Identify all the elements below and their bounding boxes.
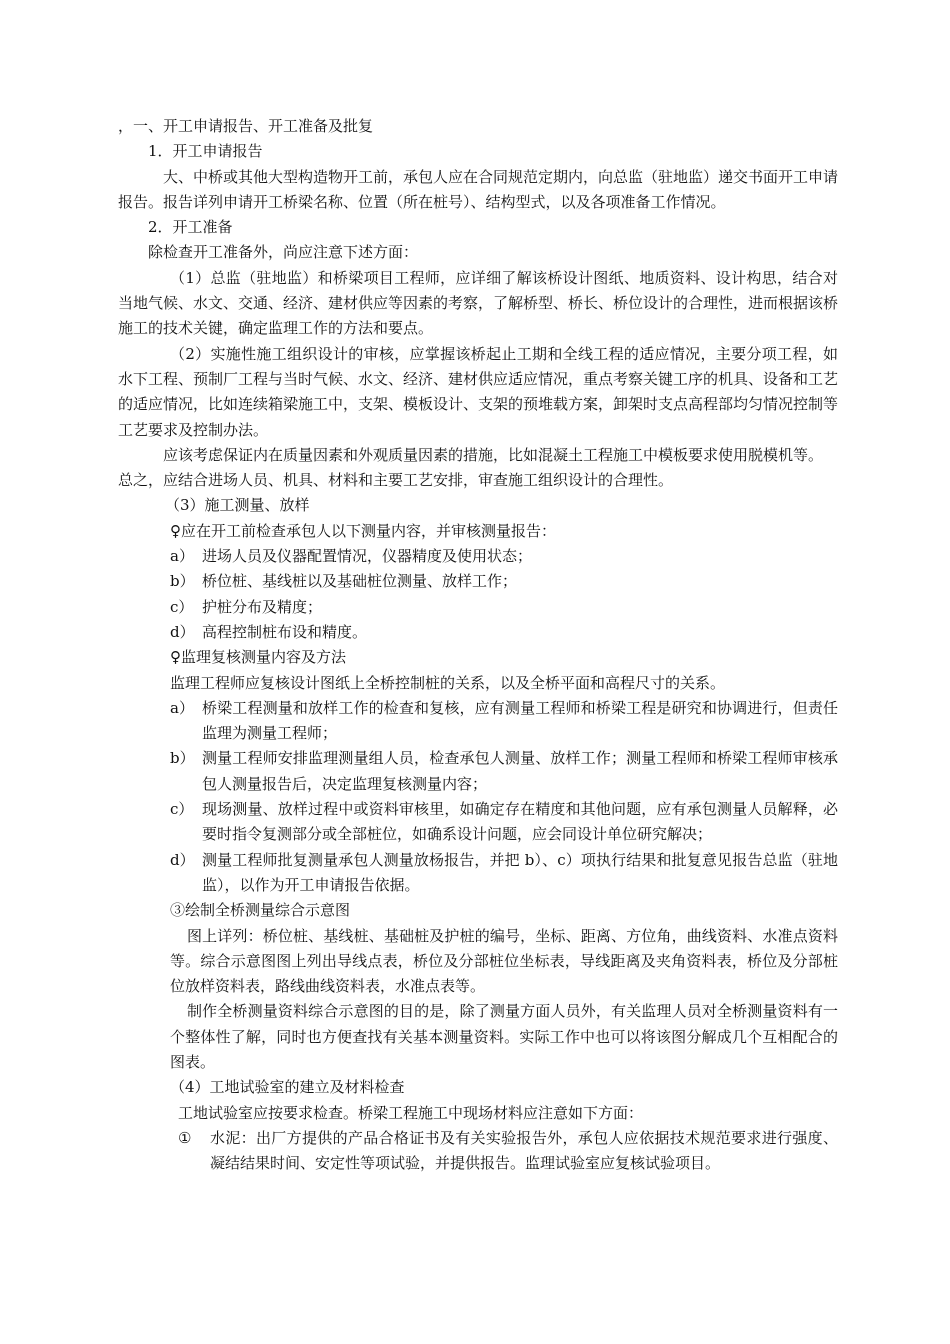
paragraph: ♀应在开工前检查承包人以下测量内容，并审核测量报告： (170, 521, 556, 540)
list-item (118, 797, 838, 848)
list-item (118, 1126, 838, 1177)
paragraph: 大、中桥或其他大型构造物开工前，承包人应在合同规范定期内，向总监（驻地监）递交书面开工申请报告。报告详列申请开工桥梁名称、位置（所在桩号）、结构型式，以及各项准备工作情况。 (118, 167, 839, 211)
list-label: a） (170, 698, 194, 717)
list-text: 现场测量、放样过程中或资料审核里，如确定存在精度和其他问题，应有承包测量人员解释，必要时指令复测部分或全部桩位，如确系设计问题，应会同设计单位研究解决； (202, 800, 838, 844)
list-label: a） (170, 547, 194, 566)
paragraph: （2）实施性施工组织设计的审核，应掌握该桥起止工期和全线工程的适应情况，主要分项工程，如水下工程、预制厂工程与当时气候、水文、经济、建材供应适应情况，重点考察关键工序的机具、设备和工艺的适应情况，比如连续箱梁施工中，支架、模板设计、支架的预堆载方案，卸架时支点高程部均匀情况控制等工艺要求及控制办法。 (118, 344, 839, 439)
list-text: 桥梁工程测量和放样工作的检查和复核，应有测量工程师和桥梁工程是研究和协调进行，但责任监理为测量工程师； (202, 698, 838, 743)
list-item (118, 569, 838, 594)
paragraph: ♀监理复核测量内容及方法 (170, 648, 346, 667)
subsection-title: （3）施工测量、放样 (165, 496, 310, 515)
list-item (118, 544, 838, 569)
list-text: 测量工程师批复测量承包人测量放杨报告，并把 b）、c）项执行结果和批复意见报告总监（驻地监），以作为开工申请报告依据。 (202, 850, 838, 894)
paragraph: 监理工程师应复核设计图纸上全桥控制桩的关系，以及全桥平面和高程尺寸的关系。 (170, 673, 726, 692)
list-label: ① (178, 1128, 192, 1147)
list-label: d） (170, 850, 195, 869)
list-item (118, 746, 838, 797)
list-label: b） (170, 749, 195, 768)
paragraph: ③绘制全桥测量综合示意图 (170, 901, 351, 920)
list-text: 进场人员及仪器配置情况，仪器精度及使用状态； (202, 547, 533, 566)
list-text: 桥位桩、基线桩以及基础桩位测量、放样工作； (202, 572, 518, 591)
list-text: 护桩分布及精度； (202, 597, 323, 616)
list-item (118, 696, 838, 747)
list-item (118, 848, 838, 899)
document-page (118, 114, 838, 1176)
list-label: d） (170, 622, 195, 641)
paragraph: 总之，应结合进场人员、机具、材料和主要工艺安排，审查施工组织设计的合理性。 (118, 471, 674, 490)
paragraph: 除检查开工准备外，尚应注意下述方面： (148, 243, 419, 262)
list-text: 水泥：出厂方提供的产品合格证书及有关实验报告外，承包人应依据技术规范要求进行强度、凝结结果时间、安定性等项试验，并提供报告。监理试验室应复核试验项目。 (210, 1128, 838, 1173)
list-label: c） (170, 597, 194, 616)
list-text: 测量工程师安排监理测量组人员，检查承包人测量、放样工作；测量工程师和桥梁工程师审核承包人测量报告后，决定监理复核测量内容； (202, 749, 838, 793)
list-label: c） (170, 800, 194, 819)
paragraph: 工地试验室应按要求检查。桥梁工程施工中现场材料应注意如下方面： (178, 1103, 644, 1122)
list-item (118, 620, 838, 645)
paragraph: 图上详列：桥位桩、基线桩、基础桩及护桩的编号，坐标、距离、方位角，曲线资料、水准点资料等。综合示意图图上列出导线点表，桥位及分部桩位坐标表，导线距离及夹角资料表，桥位及分部桩位放样资料表，路线曲线资料表，水准点表等。 (170, 926, 838, 996)
paragraph: （1）总监（驻地监）和桥梁项目工程师，应详细了解该桥设计图纸、地质资料、设计构思，结合对当地气候、水文、交通、经济、建材供应等因素的考察，了解桥型、桥长、桥位设计的合理性，进而根据该桥施工的技术关键，确定监理工作的方法和要点。 (118, 268, 839, 338)
paragraph: 制作全桥测量资料综合示意图的目的是，除了测量方面人员外，有关监理人员对全桥测量资料有一个整体性了解，同时也方便查找有关基本测量资料。实际工作中也可以将该图分解成几个互相配合的图表。 (170, 1002, 838, 1071)
subsection-title: （4）工地试验室的建立及材料检查 (170, 1078, 405, 1097)
section-heading: ，一、开工申请报告、开工准备及批复 (118, 117, 374, 135)
list-item (118, 595, 838, 620)
subsection-title: 1．开工申请报告 (148, 142, 263, 161)
list-text: 高程控制桩布设和精度。 (202, 622, 368, 641)
subsection-title: 2．开工准备 (148, 218, 233, 237)
paragraph: 应该考虑保证内在质量因素和外观质量因素的措施，比如混凝土工程施工中模板要求使用脱模机等。 (163, 445, 824, 464)
list-label: b） (170, 572, 195, 591)
